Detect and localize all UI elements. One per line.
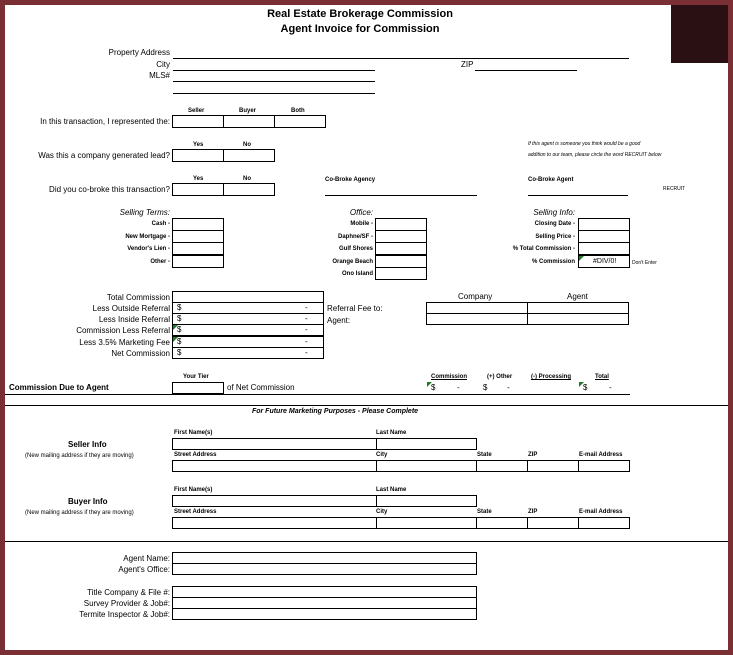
- due-total-dash: -: [609, 383, 612, 392]
- total-commission-pct-box[interactable]: [578, 242, 630, 255]
- less-marketing-label: Less 3.5% Marketing Fee: [79, 338, 170, 347]
- tier-box[interactable]: [172, 382, 224, 394]
- orange-beach-label: Orange Beach: [332, 259, 373, 265]
- invoice-form: [5, 5, 728, 650]
- recruit-note-2: addition to our team, please circle the word RECRUIT below: [528, 152, 662, 158]
- pct-commission-label: % Commission: [531, 259, 575, 265]
- company-col: Company: [458, 292, 493, 301]
- both-box[interactable]: [274, 115, 326, 128]
- commission-col: Commission: [431, 374, 468, 380]
- buyer-info-heading: Buyer Info: [68, 497, 108, 506]
- office-heading: Office:: [349, 208, 373, 217]
- due-commission-currency: $: [431, 383, 436, 392]
- currency-symbol: $: [177, 314, 182, 323]
- new-mortgage-label: New Mortgage -: [125, 234, 170, 240]
- currency-symbol: $: [177, 325, 182, 334]
- seller-city-label: City: [376, 452, 388, 458]
- buyer-email-label: E-mail Address: [579, 509, 623, 515]
- agent-office-field[interactable]: [172, 563, 477, 575]
- selling-price-label: Selling Price -: [535, 234, 575, 240]
- daphne-label: Daphne/SF -: [337, 234, 373, 240]
- dont-enter-note: Don't Enter: [632, 260, 657, 266]
- buyer-street-label: Street Address: [174, 509, 217, 515]
- less-outside-label: Less Outside Referral: [92, 304, 170, 313]
- due-underline: [5, 394, 630, 395]
- buyer-first-name-field[interactable]: [172, 495, 377, 507]
- dash-value: -: [305, 325, 308, 334]
- net-commission-label: Net Commission: [111, 349, 170, 358]
- formula-marker: [579, 256, 584, 261]
- buyer-box[interactable]: [223, 115, 275, 128]
- agent-office-label: Agent's Office:: [118, 565, 170, 574]
- other-col: (+) Other: [487, 374, 513, 380]
- buyer-state-field[interactable]: [476, 517, 528, 529]
- buyer-city-field[interactable]: [376, 517, 477, 529]
- zip-label: ZIP: [461, 60, 474, 69]
- commission-due-label: Commission Due to Agent: [9, 383, 109, 392]
- cobroke-agency-field[interactable]: [325, 195, 477, 196]
- seller-info-heading: Seller Info: [68, 440, 107, 449]
- buyer-mailing-note: (New mailing address if they are moving): [25, 510, 134, 516]
- currency-symbol: $: [177, 348, 182, 357]
- seller-street-label: Street Address: [174, 452, 217, 458]
- cash-label: Cash -: [151, 221, 170, 227]
- lead-no-col: No: [243, 142, 251, 148]
- both-col: Both: [291, 108, 305, 114]
- dash-value: -: [305, 303, 308, 312]
- dash-value: -: [305, 337, 308, 346]
- mobile-label: Mobile -: [350, 221, 373, 227]
- represented-label: In this transaction, I represented the:: [40, 117, 170, 126]
- property-address-field[interactable]: [173, 58, 629, 59]
- currency-symbol: $: [177, 303, 182, 312]
- buyer-last-name-label: Last Name: [376, 487, 407, 493]
- city-field[interactable]: [173, 70, 375, 71]
- gulf-shores-label: Gulf Shores: [338, 246, 373, 252]
- buyer-city-label: City: [376, 509, 388, 515]
- buyer-street-field[interactable]: [172, 517, 377, 529]
- total-col: Total: [595, 374, 609, 380]
- property-address-label: Property Address: [108, 48, 170, 57]
- currency-symbol: $: [177, 337, 182, 346]
- ono-island-label: Ono Island: [341, 271, 373, 277]
- due-other-currency: $: [483, 383, 488, 392]
- ono-island-box[interactable]: [375, 267, 427, 280]
- zip-field[interactable]: [475, 70, 577, 71]
- title-company-label: Title Company & File #:: [87, 588, 170, 597]
- referral-company-box-2[interactable]: [426, 313, 528, 325]
- seller-state-field[interactable]: [476, 460, 528, 472]
- buyer-zip-label: ZIP: [528, 509, 538, 515]
- seller-col: Seller: [188, 108, 205, 114]
- recruit-note-1: If this agent is someone you think would be a good: [528, 141, 641, 147]
- div-error-value: #DIV/0!: [593, 258, 617, 265]
- due-other-dash: -: [507, 383, 510, 392]
- other-label: Other -: [150, 259, 170, 265]
- referral-agent-box-2[interactable]: [527, 313, 629, 325]
- mls-label: MLS#: [149, 71, 170, 80]
- gulf-shores-box[interactable]: [375, 242, 427, 255]
- less-inside-label: Less Inside Referral: [98, 315, 170, 324]
- seller-box[interactable]: [172, 115, 224, 128]
- cobroke-agent-field[interactable]: [528, 195, 628, 196]
- less-referral-box: [172, 324, 324, 336]
- buyer-zip-field[interactable]: [527, 517, 579, 529]
- lead-label: Was this a company generated lead?: [38, 151, 170, 160]
- cobroke-agent-label: Co-Broke Agent: [528, 177, 574, 183]
- seller-zip-label: ZIP: [528, 452, 538, 458]
- lead-yes-box[interactable]: [172, 149, 224, 162]
- dash-value: -: [305, 314, 308, 323]
- referral-fee-to-label: Referral Fee to:: [327, 304, 383, 313]
- processing-col: (-) Processing: [531, 374, 572, 380]
- seller-last-name-field[interactable]: [376, 438, 477, 450]
- buyer-col: Buyer: [239, 108, 257, 114]
- vendors-lien-box[interactable]: [172, 242, 224, 255]
- seller-mailing-note: (New mailing address if they are moving): [25, 453, 134, 459]
- cobroke-agency-label: Co-Broke Agency: [325, 177, 376, 183]
- seller-email-field[interactable]: [578, 460, 630, 472]
- seller-last-name-label: Last Name: [376, 430, 407, 436]
- selling-terms-heading: Selling Terms:: [119, 208, 170, 217]
- recruit-word[interactable]: RECRUIT: [663, 186, 686, 192]
- cobroke-no-col: No: [243, 176, 251, 182]
- corner-block: [671, 5, 728, 63]
- section-divider: [5, 405, 728, 406]
- seller-state-label: State: [477, 452, 492, 458]
- buyer-first-name-label: First Name(s): [174, 487, 213, 493]
- other-box[interactable]: [172, 255, 224, 268]
- selling-info-heading: Selling Info:: [533, 208, 575, 217]
- agent-col: Agent: [567, 292, 588, 301]
- due-total-currency: $: [583, 383, 588, 392]
- seller-city-field[interactable]: [376, 460, 477, 472]
- cobroke-no-box[interactable]: [223, 183, 275, 196]
- marketing-heading: For Future Marketing Purposes - Please Complete: [251, 408, 419, 415]
- mls-field[interactable]: [173, 81, 375, 82]
- title-line-1: Real Estate Brokerage Commission: [267, 8, 453, 20]
- termite-field[interactable]: [172, 608, 477, 620]
- cobroke-label: Did you co-broke this transaction?: [49, 185, 170, 194]
- your-tier-label: Your Tier: [183, 374, 209, 380]
- buyer-last-name-field[interactable]: [376, 495, 477, 507]
- seller-zip-field[interactable]: [527, 460, 579, 472]
- seller-email-label: E-mail Address: [579, 452, 623, 458]
- agent-name-label: Agent Name:: [123, 554, 170, 563]
- due-commission-dash: -: [457, 383, 460, 392]
- title-line-2: Agent Invoice for Commission: [280, 23, 440, 35]
- total-commission-pct-label: % Total Commission -: [512, 246, 575, 252]
- seller-first-name-label: First Name(s): [174, 430, 213, 436]
- referral-agent-label: Agent:: [327, 316, 351, 325]
- termite-label: Termite Inspector & Job#:: [79, 610, 170, 619]
- of-net-label: of Net Commission: [227, 383, 295, 392]
- lead-yes-col: Yes: [193, 142, 204, 148]
- less-referral-label: Commission Less Referral: [76, 326, 170, 335]
- survey-label: Survey Provider & Job#:: [83, 599, 170, 608]
- seller-first-name-field[interactable]: [172, 438, 377, 450]
- mls-field-2[interactable]: [173, 93, 375, 94]
- dash-value: -: [305, 348, 308, 357]
- total-commission-label: Total Commission: [106, 293, 170, 302]
- cobroke-yes-box[interactable]: [172, 183, 224, 196]
- vendors-lien-label: Vendor's Lien -: [127, 246, 170, 252]
- buyer-email-field[interactable]: [578, 517, 630, 529]
- seller-street-field[interactable]: [172, 460, 377, 472]
- net-commission-box: [172, 347, 324, 359]
- lead-no-box[interactable]: [223, 149, 275, 162]
- section-divider: [5, 541, 728, 542]
- closing-date-label: Closing Date -: [534, 221, 575, 227]
- city-label: City: [156, 60, 170, 69]
- buyer-state-label: State: [477, 509, 492, 515]
- cobroke-yes-col: Yes: [193, 176, 204, 182]
